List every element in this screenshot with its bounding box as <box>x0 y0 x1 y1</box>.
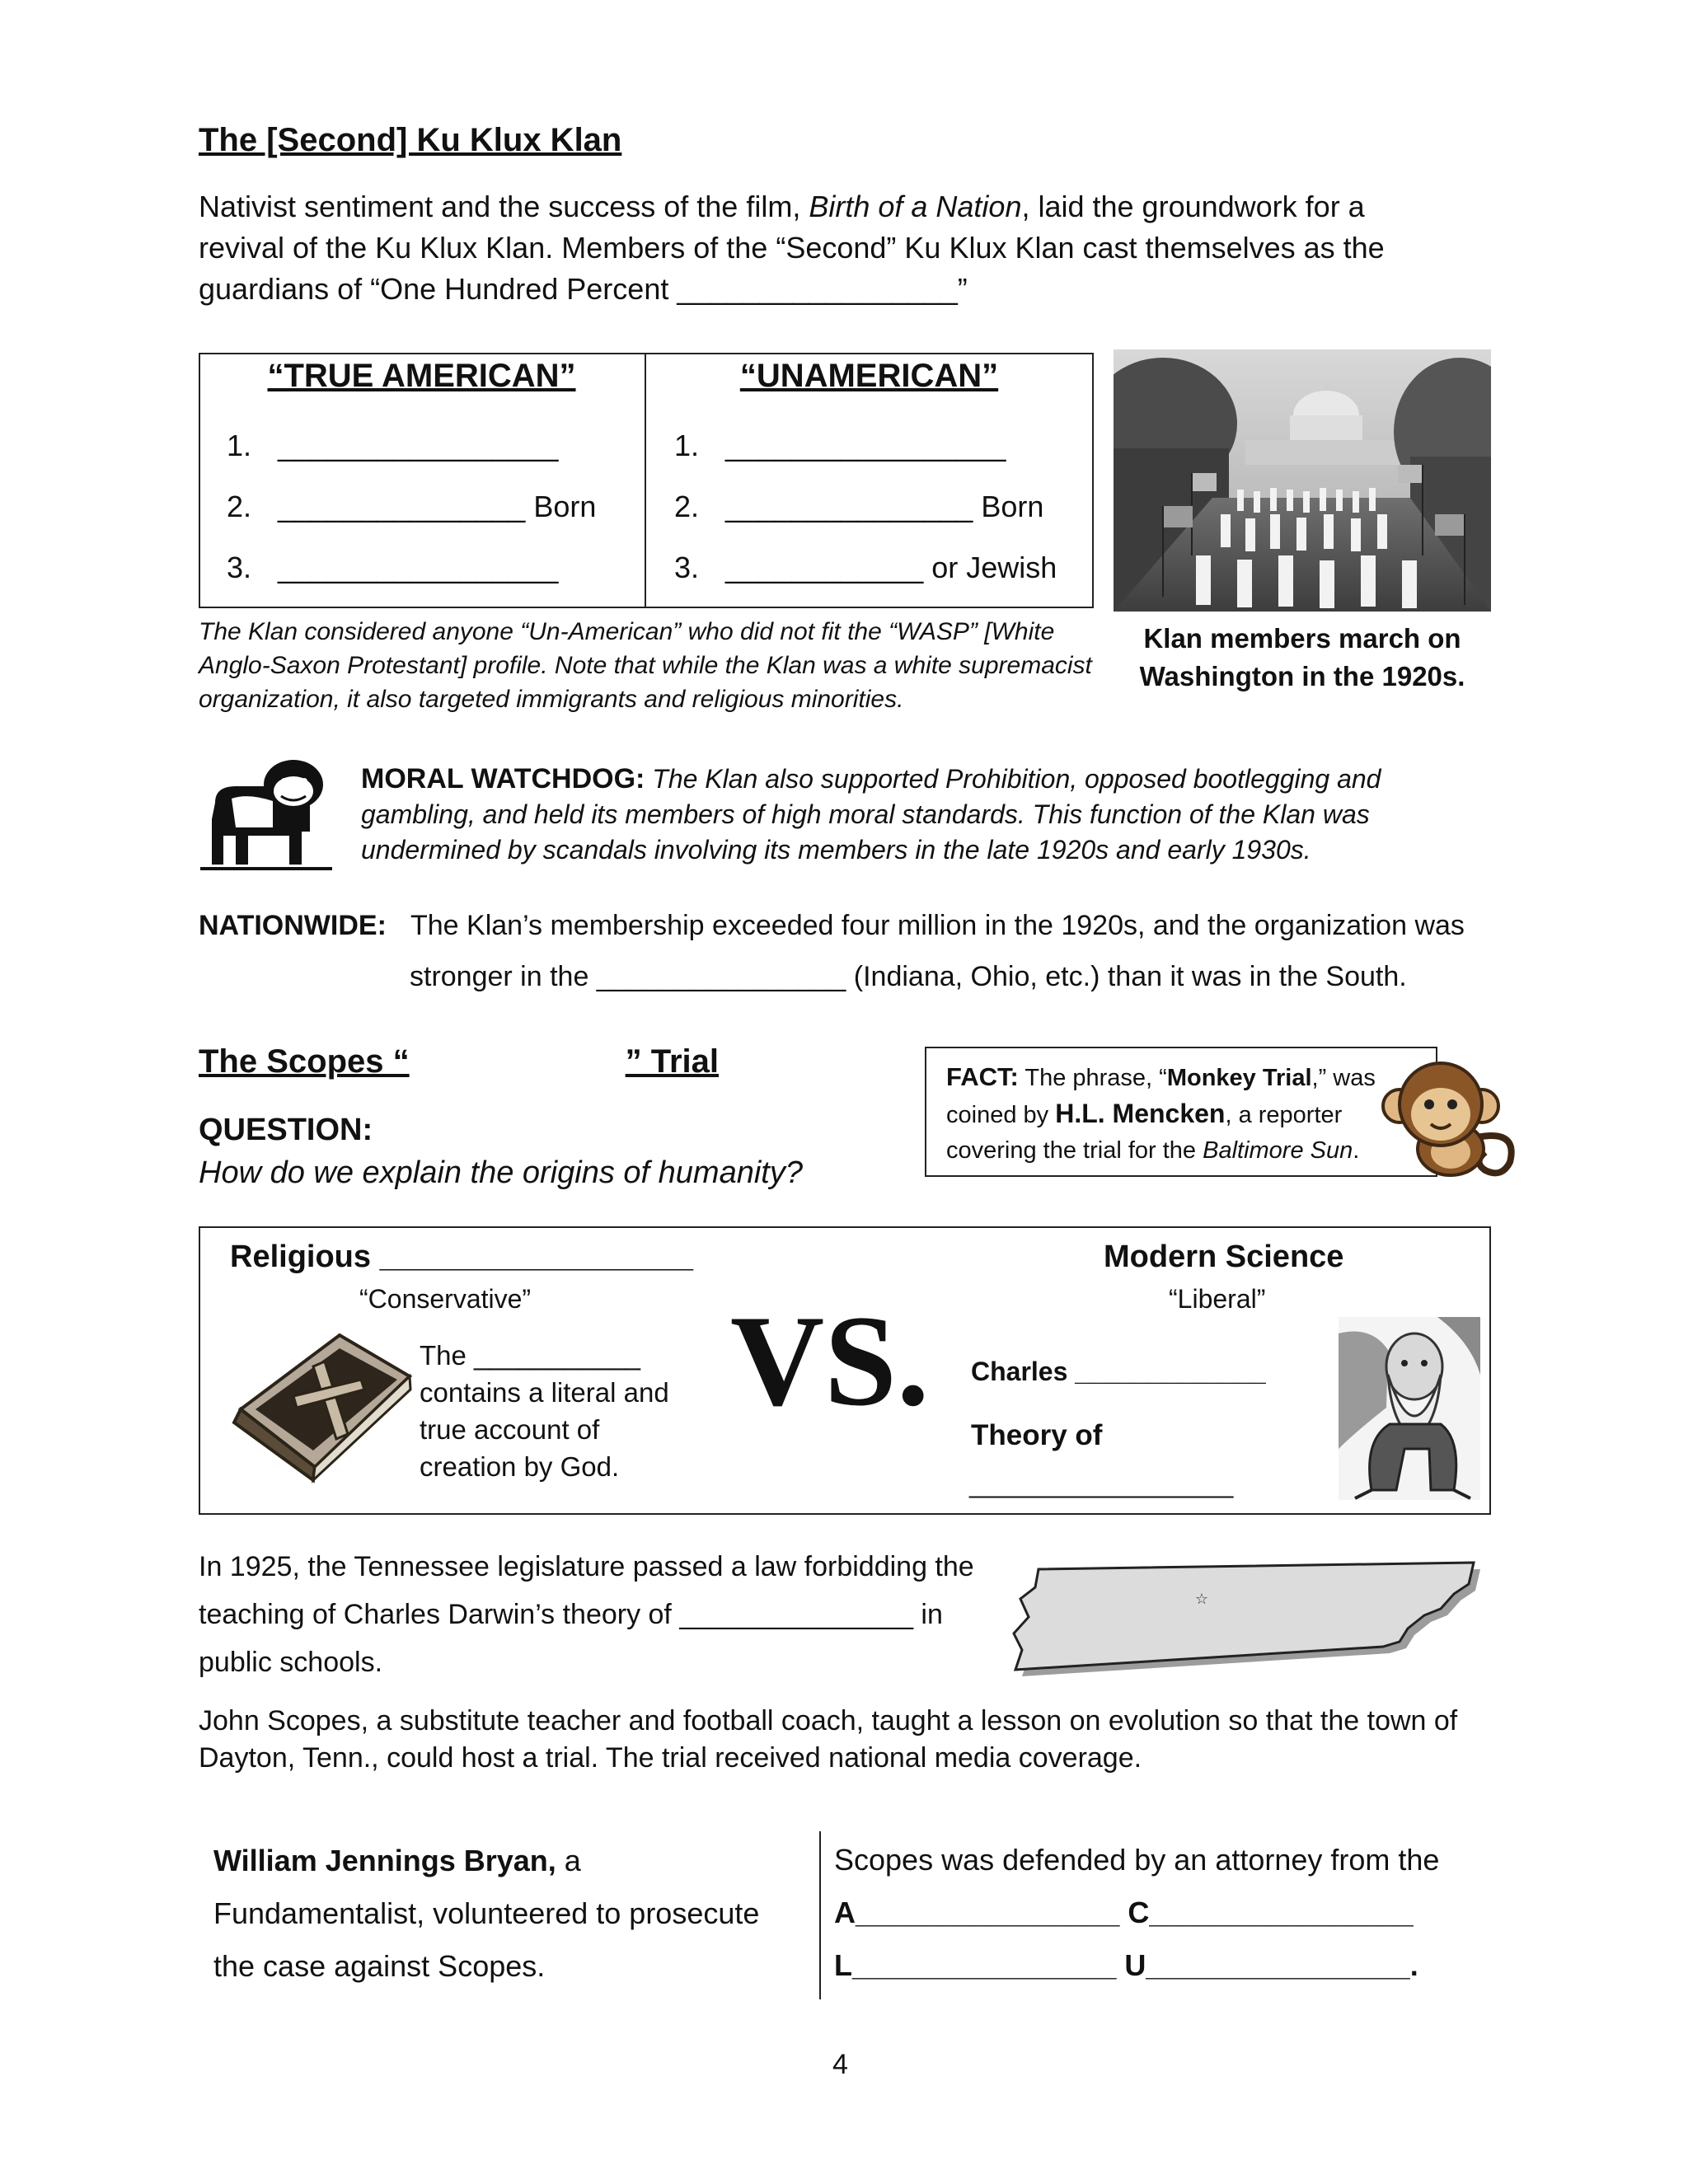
nationwide-text-2: stronger in the ________________ (Indiana, Ohio, etc.) than it was in the South. <box>410 961 1407 992</box>
defended-text: Scopes was defended by an attorney from the <box>834 1843 1440 1877</box>
aclu-blank-c[interactable]: ________________ <box>1149 1896 1414 1929</box>
un-item-2: 2. _______________ Born <box>674 490 1044 523</box>
aclu-blank-a[interactable]: ________________ <box>856 1896 1120 1929</box>
true-american-header: “TRUE AMERICAN” <box>267 358 576 394</box>
true-item-2: 2. _______________ Born <box>227 490 597 523</box>
klan-intro-paragraph: Nativist sentiment and the success of the film, Birth of a Nation, laid the groundwork for a revival of the Ku Klux Klan. Members of the “Second” Ku Klux Klan cast themselves as the guardians of “One Hundred Percent _________________” <box>199 190 1385 306</box>
science-heading: Modern Science <box>1104 1240 1344 1274</box>
bulldog-icon <box>199 753 335 874</box>
aclu-blank-l[interactable]: ________________ <box>852 1948 1117 1982</box>
bible-graphic <box>216 1319 415 1483</box>
theory-label: Theory of <box>971 1419 1103 1451</box>
monkey-graphic <box>1378 1047 1525 1185</box>
klan-march-photo-graphic <box>1114 349 1491 612</box>
true-item-1: 1. _________________ <box>227 429 559 462</box>
aclu-line-1: A________________ C________________ <box>834 1896 1414 1929</box>
question-text: How do we explain the origins of humanity? <box>199 1155 803 1190</box>
moral-watchdog-label: MORAL WATCHDOG: <box>361 763 645 794</box>
film-title: Birth of a Nation <box>809 190 1022 223</box>
religious-heading: Religious __________________ <box>230 1240 693 1274</box>
page-number: 4 <box>832 2049 848 2080</box>
bryan-aclu-divider <box>819 1831 821 1999</box>
liberal-label: “Liberal” <box>1169 1284 1266 1314</box>
klan-wasp-note: The Klan considered anyone “Un-American” who did not fit the “WASP” [White Anglo-Saxon Protestant] profile. Note that while the Klan was a white supremacist organization, it also targeted immigrants and religious minorities. <box>199 618 1092 713</box>
aclu-blank-u[interactable]: ________________ <box>1146 1948 1410 1982</box>
religious-blank[interactable]: __________________ <box>379 1240 693 1274</box>
un-item-1: 1. _________________ <box>674 429 1006 462</box>
fact-label: FACT: <box>946 1062 1019 1091</box>
bible-icon <box>216 1319 415 1483</box>
vs-label: VS. <box>730 1289 930 1433</box>
law-blank[interactable]: _______________ <box>679 1599 913 1630</box>
tennessee-map-graphic <box>996 1544 1493 1690</box>
darwin-ape-graphic <box>1339 1317 1480 1500</box>
un-item-3: 3. ____________ or Jewish <box>674 551 1057 584</box>
klan-section-title: The [Second] Ku Klux Klan <box>199 122 622 158</box>
unamerican-header: “UNAMERICAN” <box>739 358 999 394</box>
bible-blank[interactable]: ___________ <box>474 1340 640 1371</box>
charles-blank[interactable]: _____________ <box>1075 1357 1266 1386</box>
true-item-3: 3. _________________ <box>227 551 559 584</box>
darwin-ape-image <box>1339 1317 1480 1500</box>
tennessee-law-paragraph: In 1925, the Tennessee legislature passed a law forbidding the teaching of Charles Darwin’s theory of _______________ in public schools. <box>199 1551 974 1678</box>
monkey-icon <box>1378 1047 1525 1185</box>
klan-march-photo <box>1114 349 1491 612</box>
intro-blank[interactable]: _________________ <box>677 272 958 306</box>
scopes-title-blank[interactable] <box>410 1043 626 1080</box>
conservative-label: “Conservative” <box>359 1284 532 1314</box>
scopes-section-title: The Scopes “ ” Trial <box>199 1043 720 1080</box>
nationwide-text-1: The Klan’s membership exceeded four million in the 1920s, and the organization was <box>410 910 1465 941</box>
scopes-paragraph: John Scopes, a substitute teacher and football coach, taught a lesson on evolution so that the town of Dayton, Tenn., could host a trial. The trial received national media coverage. <box>199 1705 1458 1774</box>
nationwide-label: NATIONWIDE: <box>199 910 387 941</box>
tennessee-map <box>996 1544 1493 1690</box>
klan-photo-caption: Klan members march on Washington in the 1920s. <box>1139 623 1465 691</box>
question-label: QUESTION: <box>199 1113 373 1147</box>
theory-blank[interactable]: __________________ <box>969 1469 1234 1498</box>
bible-text: The ___________ contains a literal and true account of creation by God. <box>420 1340 669 1482</box>
bryan-name: William Jennings Bryan, <box>213 1844 556 1877</box>
fact-text: FACT: The phrase, “Monkey Trial,” was coined by H.L. Mencken, a reporter covering the trial for the Baltimore Sun. <box>946 1062 1376 1164</box>
capital-star-icon: ☆ <box>1194 1591 1209 1608</box>
bryan-paragraph: William Jennings Bryan, a Fundamentalist, volunteered to prosecute the case against Scopes. <box>213 1844 760 1983</box>
nationwide-blank[interactable]: ________________ <box>596 961 846 992</box>
aclu-line-2: L________________ U________________. <box>834 1948 1418 1982</box>
charles-line: Charles _____________ <box>971 1357 1266 1386</box>
moral-watchdog-paragraph: MORAL WATCHDOG: The Klan also supported Prohibition, opposed bootlegging and gambling, and held its members of high moral standards. This function of the Klan was undermined by scandals involving its members in the late 1920s and early 1930s. <box>361 763 1381 865</box>
bulldog-graphic <box>199 753 335 874</box>
